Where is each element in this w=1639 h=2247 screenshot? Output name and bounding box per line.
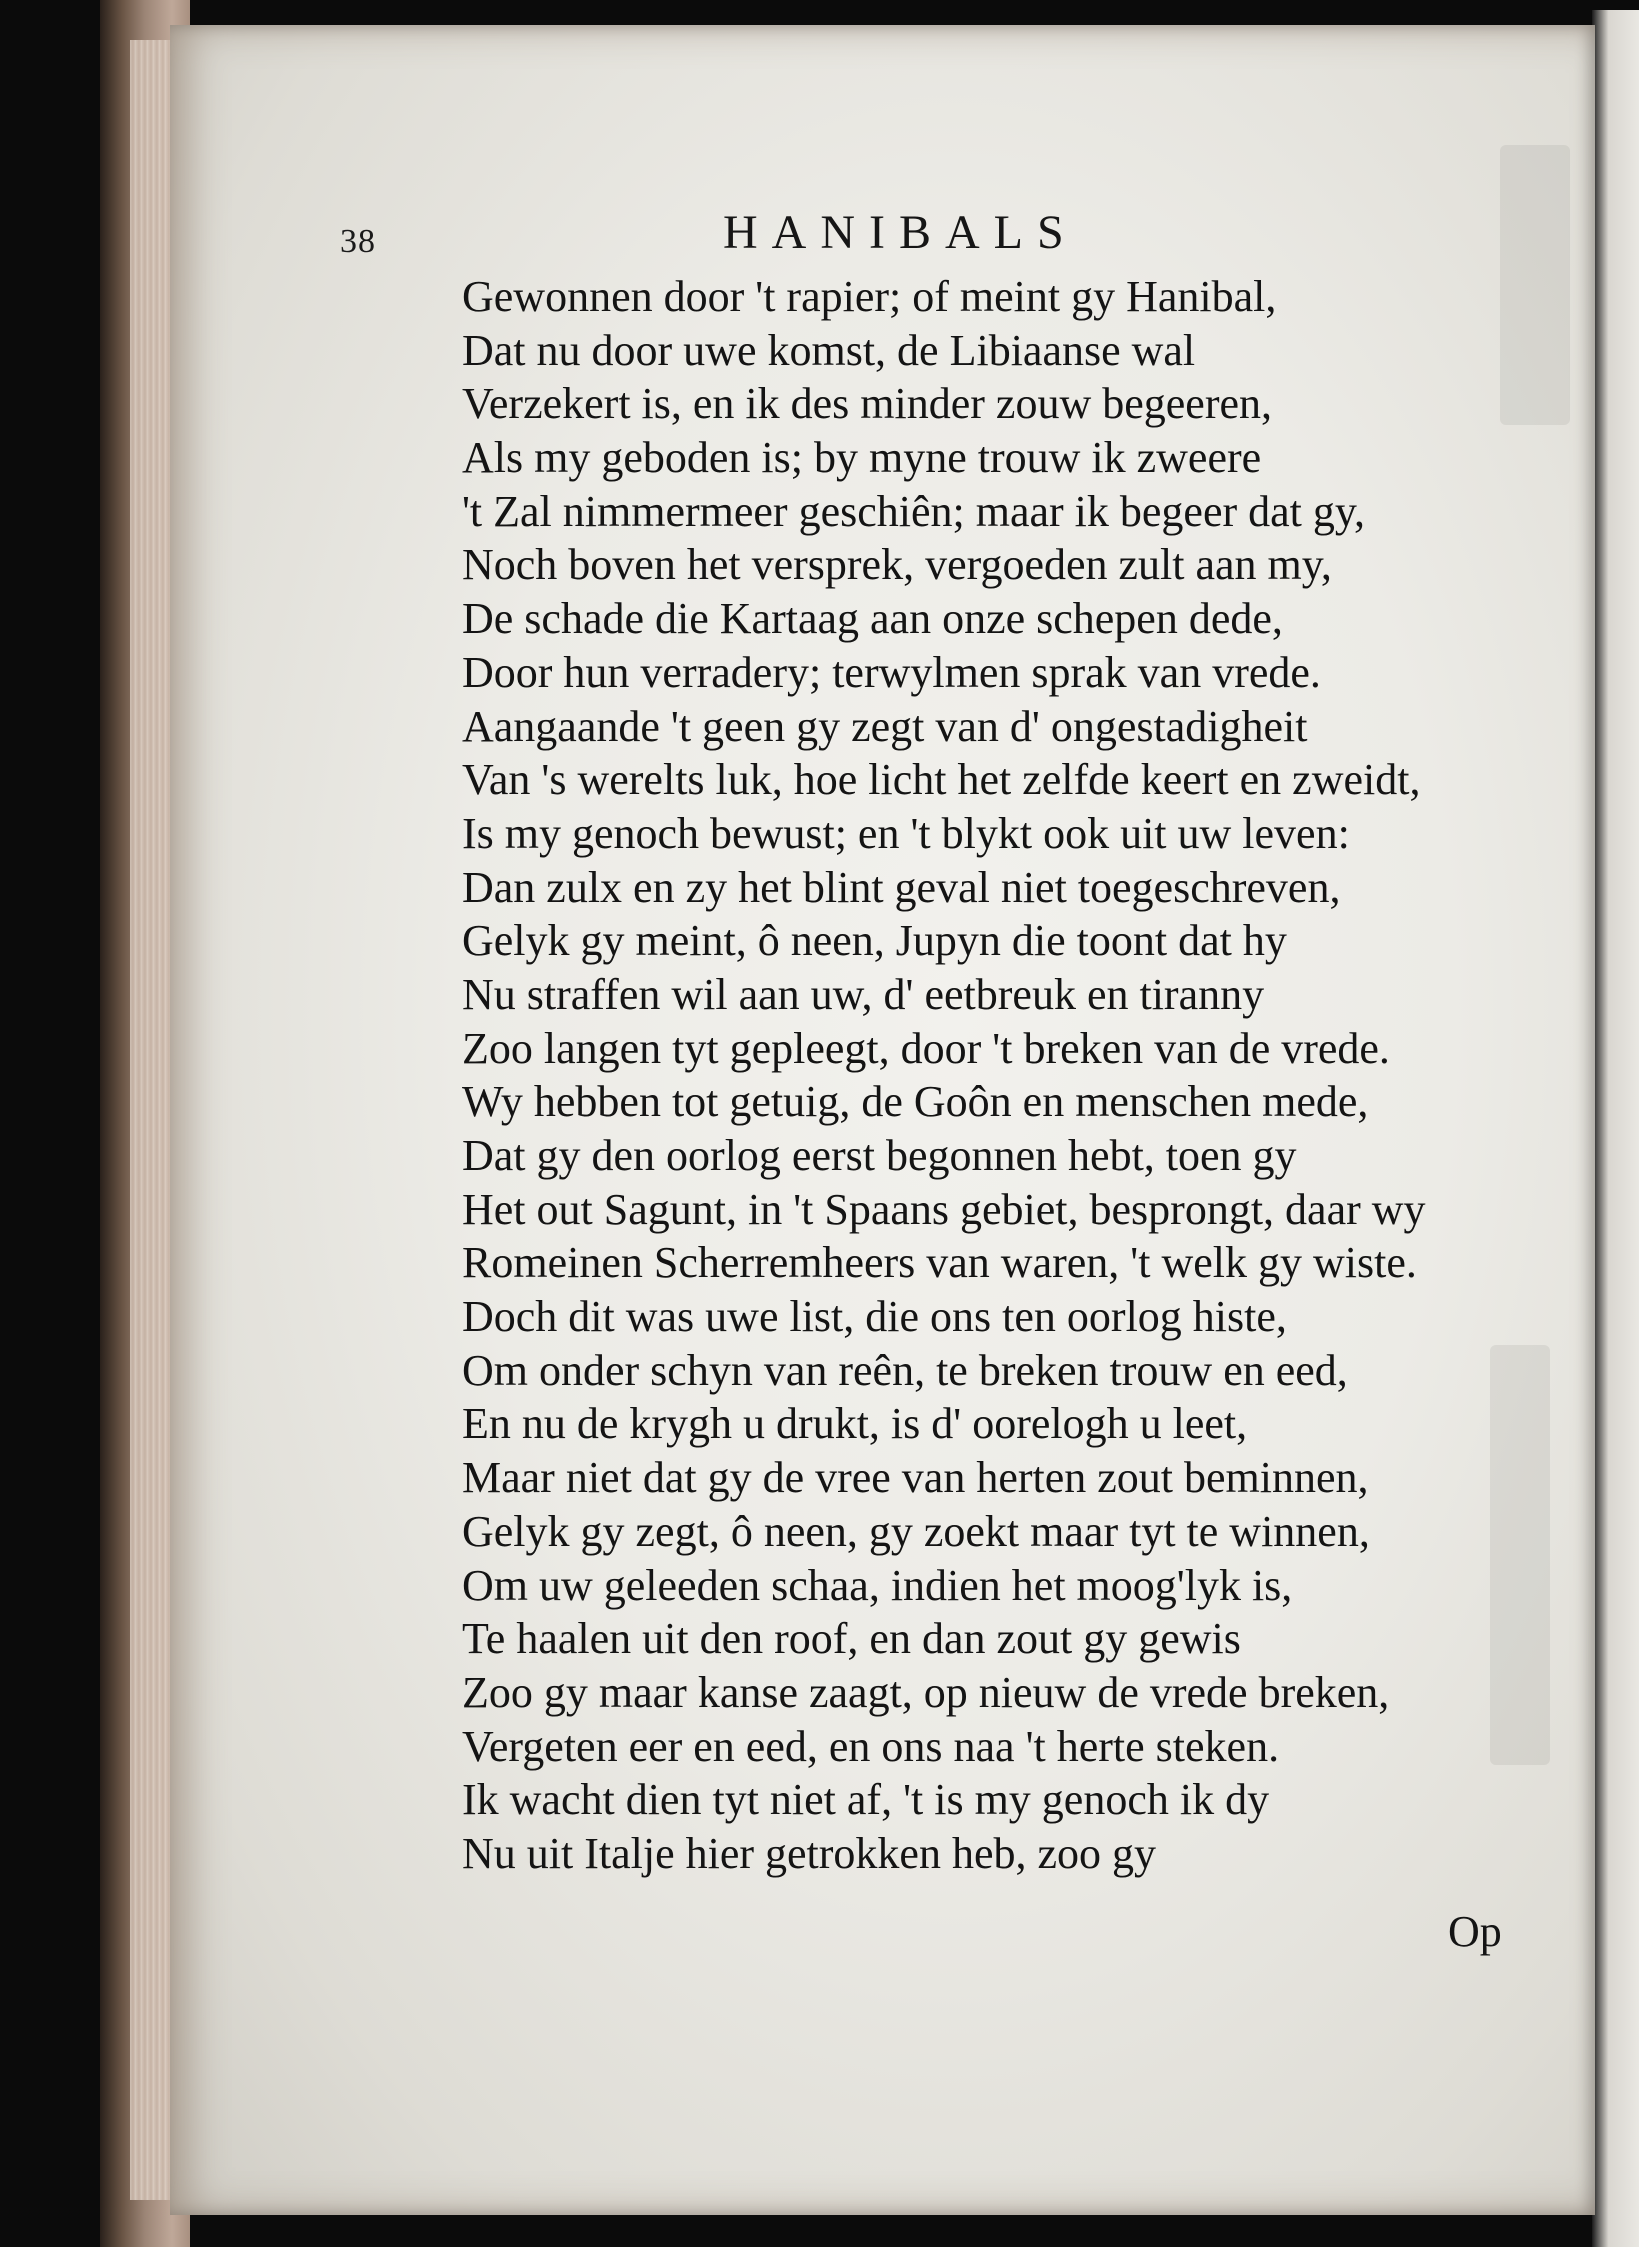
verse-line: Noch boven het versprek, vergoeden zult aan my, [462, 540, 1332, 590]
verse-line: Verzekert is, en ik des minder zouw begeeren, [462, 379, 1273, 429]
verse-line: Ik wacht dien tyt niet af, 't is my genoch ik dy [462, 1775, 1270, 1825]
verse-line: Gelyk gy zegt, ô neen, gy zoekt maar tyt te winnen, [462, 1506, 1370, 1556]
verse-line: Dan zulx en zy het blint geval niet toegeschreven, [462, 862, 1341, 912]
verse-line: Maar niet dat gy de vree van herten zout beminnen, [462, 1453, 1369, 1503]
verse-line: Dat gy den oorlog eerst begonnen hebt, toen gy [462, 1131, 1297, 1180]
verse-line: Romeinen Scherremheers van waren, 't welk gy wiste. [462, 1238, 1417, 1288]
verse-line: 't Zal nimmermeer geschiên; maar ik begeer dat gy, [462, 486, 1366, 536]
verse-line: Zoo langen tyt gepleegt, door 't breken van de vrede. [462, 1023, 1390, 1073]
verse-line: Wy hebben tot getuig, de Goôn en menschen mede, [462, 1077, 1369, 1127]
verse-line: Als my geboden is; by myne trouw ik zweere [462, 433, 1262, 483]
verse-line: Is my genoch bewust; en 't blykt ook uit uw leven: [462, 808, 1350, 858]
verse-line: Gelyk gy meint, ô neen, Jupyn die toont dat hy [462, 916, 1287, 966]
verse-line: Te haalen uit den roof, en dan zout gy gewis [462, 1614, 1241, 1664]
verse-line: Om onder schyn van reên, te breken trouw en eed, [462, 1345, 1348, 1395]
verse-line: Nu uit Italje hier getrokken heb, zoo gy [462, 1828, 1157, 1878]
verse-line: En nu de krygh u drukt, is d' oorelogh u leet, [462, 1399, 1248, 1449]
verse-line: Om uw geleeden schaa, indien het moog'lyk is, [462, 1560, 1293, 1610]
catchword: Op [1448, 1907, 1502, 1956]
verse-line: Van 's werelts luk, hoe licht het zelfde keert en zweidt, [462, 755, 1421, 805]
verse-text [462, 270, 1582, 1881]
verse-line: Gewonnen door 't rapier; of meint gy Hanibal, [462, 272, 1277, 321]
running-title: HANIBALS [723, 206, 1078, 259]
verse-line: Aangaande 't geen gy zegt van d' ongestadigheit [462, 701, 1308, 751]
verse-line: Het out Sagunt, in 't Spaans gebiet, besprongt, daar wy [462, 1184, 1426, 1234]
verse-line: De schade die Kartaag aan onze schepen dede, [462, 594, 1283, 644]
facing-page-edge [1592, 10, 1639, 2247]
verse-line: Doch dit was uwe list, die ons ten oorlog histe, [462, 1292, 1287, 1342]
verse-line: Door hun verradery; terwylmen sprak van vrede. [462, 647, 1321, 697]
running-head [340, 205, 1639, 275]
page-number: 38 [340, 223, 376, 260]
verse-line: Vergeten eer en eed, en ons naa 't herte steken. [462, 1721, 1280, 1771]
verse-line: Nu straffen wil aan uw, d' eetbreuk en tiranny [462, 969, 1265, 1019]
verse-line: Dat nu door uwe komst, de Libiaanse wal [462, 325, 1196, 375]
verse-line: Zoo gy maar kanse zaagt, op nieuw de vrede breken, [462, 1667, 1390, 1717]
